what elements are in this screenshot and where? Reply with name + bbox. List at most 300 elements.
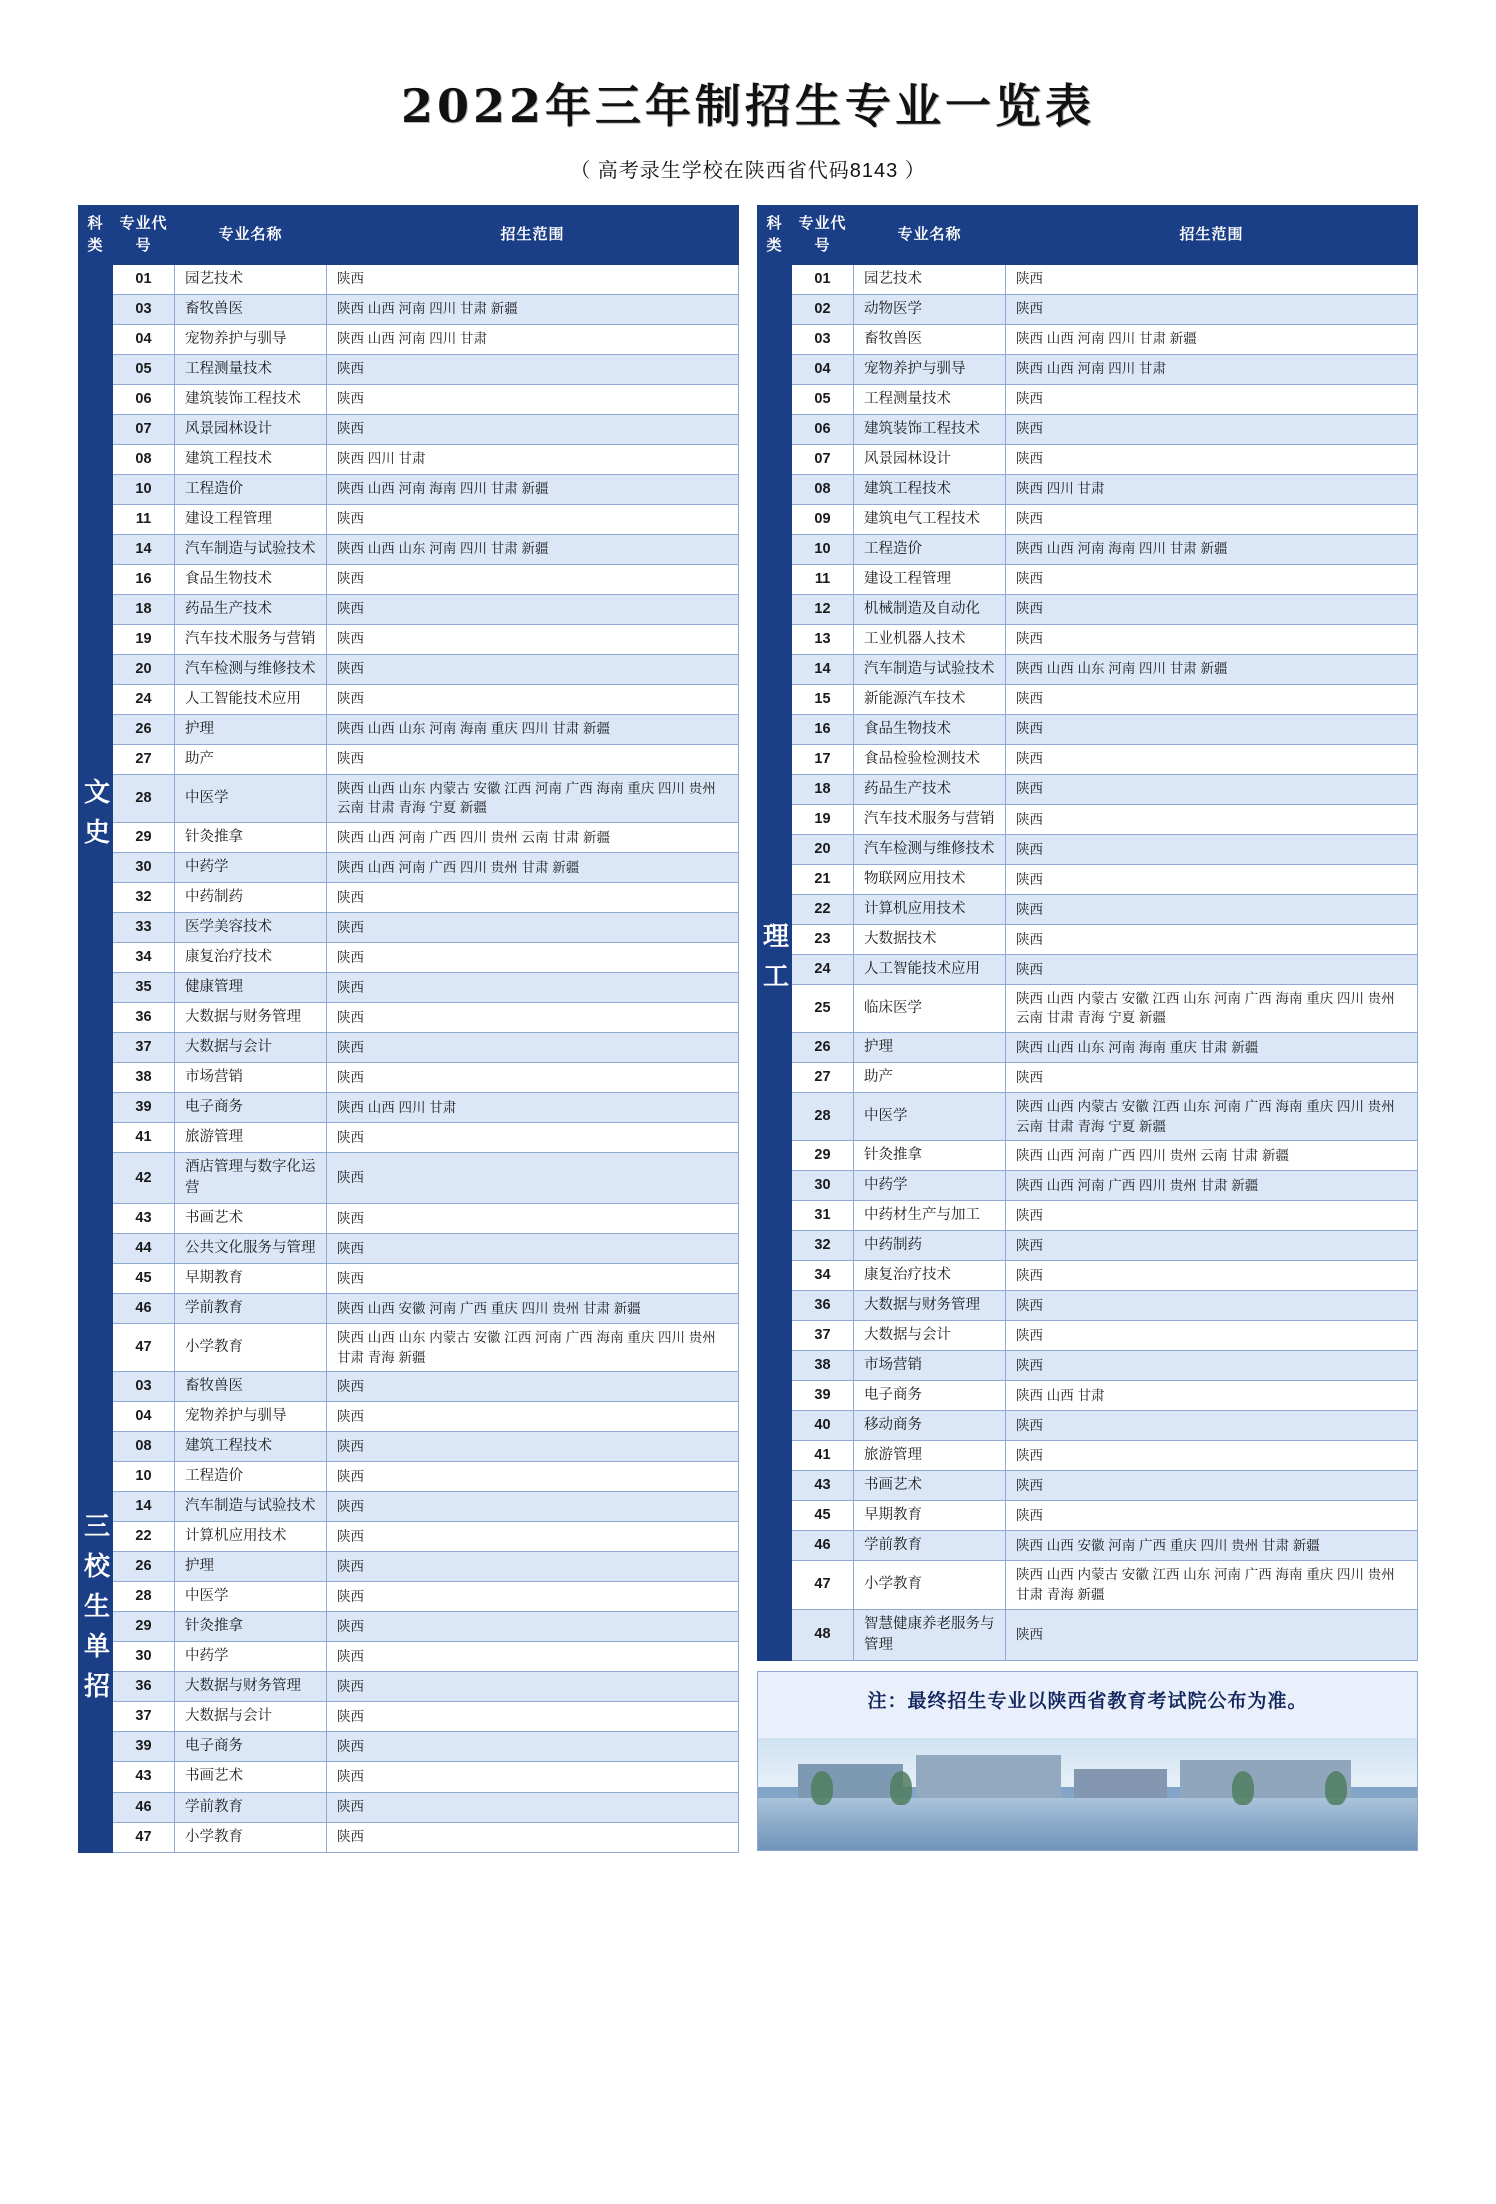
major-name: 计算机应用技术 (175, 1522, 327, 1552)
major-code: 24 (792, 954, 854, 984)
enrollment-range: 陕西 山西 河南 广西 四川 贵州 云南 甘肃 新疆 (327, 822, 739, 852)
table-row (79, 1432, 739, 1462)
major-name: 健康管理 (175, 972, 327, 1002)
enrollment-range: 陕西 (327, 1672, 739, 1702)
major-name: 大数据与会计 (854, 1321, 1006, 1351)
major-code: 20 (792, 834, 854, 864)
major-code: 20 (113, 654, 175, 684)
table-row (79, 414, 739, 444)
enrollment-range: 陕西 (1006, 894, 1418, 924)
enrollment-range: 陕西 山西 山东 河南 海南 重庆 四川 甘肃 新疆 (327, 714, 739, 744)
major-code: 04 (113, 1402, 175, 1432)
major-code: 18 (113, 594, 175, 624)
major-code: 13 (792, 624, 854, 654)
major-name: 中药学 (854, 1171, 1006, 1201)
page-subtitle: （ 高考录生学校在陕西省代码8143 ） (570, 160, 926, 182)
major-name: 工程测量技术 (175, 354, 327, 384)
enrollment-range: 陕西 (327, 1204, 739, 1234)
header-name: 专业名称 (175, 206, 327, 265)
major-name: 中医学 (854, 1093, 1006, 1141)
major-code: 29 (792, 1141, 854, 1171)
enrollment-range: 陕西 (327, 564, 739, 594)
major-name: 物联网应用技术 (854, 864, 1006, 894)
major-code: 12 (792, 594, 854, 624)
major-name: 针灸推拿 (175, 1612, 327, 1642)
major-name: 智慧健康养老服务与管理 (854, 1609, 1006, 1660)
table-row (79, 882, 739, 912)
table-row (758, 1063, 1418, 1093)
major-code: 06 (792, 414, 854, 444)
enrollment-range: 陕西 (1006, 1441, 1418, 1471)
major-name: 动物医学 (854, 294, 1006, 324)
table-row (758, 894, 1418, 924)
enrollment-range: 陕西 (1006, 774, 1418, 804)
left-column (78, 205, 739, 1853)
major-name: 护理 (175, 1552, 327, 1582)
table-row (79, 1153, 739, 1204)
table-row (79, 972, 739, 1002)
major-code: 48 (792, 1609, 854, 1660)
major-name: 大数据与财务管理 (854, 1291, 1006, 1321)
major-name: 中药材生产与加工 (854, 1201, 1006, 1231)
enrollment-range: 陕西 (327, 1582, 739, 1612)
major-name: 学前教育 (175, 1294, 327, 1324)
table-row (79, 1002, 739, 1032)
table-row (758, 1351, 1418, 1381)
table-row (758, 414, 1418, 444)
major-code: 28 (792, 1093, 854, 1141)
major-name: 园艺技术 (854, 264, 1006, 294)
major-name: 康复治疗技术 (175, 942, 327, 972)
enrollment-range: 陕西 山西 四川 甘肃 (327, 1093, 739, 1123)
major-name: 大数据与财务管理 (175, 1672, 327, 1702)
right-column (757, 205, 1418, 1851)
enrollment-range: 陕西 (327, 1153, 739, 1204)
table-row (79, 1822, 739, 1852)
table-row (758, 774, 1418, 804)
major-code: 22 (113, 1522, 175, 1552)
right-table (757, 205, 1418, 1661)
major-name: 工程造价 (175, 474, 327, 504)
enrollment-range: 陕西 (1006, 564, 1418, 594)
major-code: 39 (792, 1381, 854, 1411)
major-code: 30 (113, 1642, 175, 1672)
major-name: 药品生产技术 (854, 774, 1006, 804)
table-row (79, 1462, 739, 1492)
category-cell: 理工 (758, 264, 792, 1660)
enrollment-range: 陕西 (1006, 1201, 1418, 1231)
table-row (79, 1204, 739, 1234)
table-row (79, 624, 739, 654)
table-row (758, 384, 1418, 414)
major-code: 09 (792, 504, 854, 534)
major-code: 43 (792, 1471, 854, 1501)
major-code: 08 (113, 444, 175, 474)
enrollment-range: 陕西 (1006, 1351, 1418, 1381)
enrollment-range: 陕西 (327, 1234, 739, 1264)
enrollment-range: 陕西 (1006, 1063, 1418, 1093)
header-range: 招生范围 (327, 206, 739, 265)
table-row (758, 1561, 1418, 1609)
major-code: 22 (792, 894, 854, 924)
enrollment-range: 陕西 山西 内蒙古 安徽 江西 山东 河南 广西 海南 重庆 四川 贵州 甘肃 青海 新疆 (1006, 1561, 1418, 1609)
enrollment-range: 陕西 (1006, 504, 1418, 534)
major-code: 38 (792, 1351, 854, 1381)
table-row (79, 942, 739, 972)
major-name: 食品检验检测技术 (854, 744, 1006, 774)
campus-photo (758, 1738, 1417, 1850)
major-code: 37 (113, 1033, 175, 1063)
table-row (758, 834, 1418, 864)
major-code: 14 (113, 1492, 175, 1522)
table-row (758, 1381, 1418, 1411)
major-name: 医学美容技术 (175, 912, 327, 942)
major-code: 36 (113, 1672, 175, 1702)
enrollment-range: 陕西 (327, 1123, 739, 1153)
enrollment-range: 陕西 四川 甘肃 (1006, 474, 1418, 504)
enrollment-range: 陕西 山西 河南 海南 四川 甘肃 新疆 (1006, 534, 1418, 564)
enrollment-range: 陕西 (327, 1264, 739, 1294)
major-code: 45 (792, 1501, 854, 1531)
table-row (758, 354, 1418, 384)
major-code: 36 (113, 1002, 175, 1032)
table-row (758, 654, 1418, 684)
table-row (79, 1522, 739, 1552)
major-name: 汽车技术服务与营销 (175, 624, 327, 654)
enrollment-range: 陕西 (327, 1792, 739, 1822)
enrollment-range: 陕西 (1006, 834, 1418, 864)
enrollment-range: 陕西 (327, 624, 739, 654)
major-name: 建筑装饰工程技术 (175, 384, 327, 414)
enrollment-range: 陕西 (327, 1462, 739, 1492)
major-code: 15 (792, 684, 854, 714)
major-code: 01 (792, 264, 854, 294)
table-row (79, 1234, 739, 1264)
major-name: 宠物养护与驯导 (854, 354, 1006, 384)
enrollment-range: 陕西 (327, 1033, 739, 1063)
enrollment-range: 陕西 山西 山东 河南 四川 甘肃 新疆 (1006, 654, 1418, 684)
major-code: 29 (113, 822, 175, 852)
major-code: 26 (792, 1033, 854, 1063)
enrollment-range: 陕西 (1006, 414, 1418, 444)
major-code: 16 (792, 714, 854, 744)
major-code: 30 (792, 1171, 854, 1201)
major-code: 05 (792, 384, 854, 414)
enrollment-range: 陕西 (327, 1063, 739, 1093)
enrollment-range: 陕西 山西 河南 四川 甘肃 (1006, 354, 1418, 384)
table-row (79, 1732, 739, 1762)
major-code: 14 (113, 534, 175, 564)
table-row (79, 912, 739, 942)
major-code: 19 (792, 804, 854, 834)
major-code: 26 (113, 1552, 175, 1582)
major-code: 17 (792, 744, 854, 774)
enrollment-range: 陕西 (327, 684, 739, 714)
enrollment-range: 陕西 (327, 264, 739, 294)
major-name: 市场营销 (854, 1351, 1006, 1381)
major-name: 食品生物技术 (854, 714, 1006, 744)
table-row (79, 564, 739, 594)
enrollment-range: 陕西 (327, 594, 739, 624)
category-cell: 三校生单招 (79, 1372, 113, 1852)
major-code: 07 (113, 414, 175, 444)
enrollment-range: 陕西 (327, 654, 739, 684)
major-name: 小学教育 (175, 1324, 327, 1372)
enrollment-range: 陕西 (1006, 744, 1418, 774)
table-row (758, 744, 1418, 774)
header-code: 专业代号 (792, 206, 854, 265)
header-code: 专业代号 (113, 206, 175, 265)
table-row (758, 1441, 1418, 1471)
major-code: 41 (792, 1441, 854, 1471)
table-row (79, 852, 739, 882)
left-table (78, 205, 739, 1853)
major-name: 建设工程管理 (175, 504, 327, 534)
major-name: 建筑工程技术 (175, 444, 327, 474)
major-code: 47 (792, 1561, 854, 1609)
major-name: 中药制药 (854, 1231, 1006, 1261)
enrollment-range: 陕西 (1006, 684, 1418, 714)
header-name: 专业名称 (854, 206, 1006, 265)
major-name: 建筑电气工程技术 (854, 504, 1006, 534)
table-row (79, 1492, 739, 1522)
enrollment-range: 陕西 山西 河南 四川 甘肃 (327, 324, 739, 354)
major-name: 大数据与会计 (175, 1702, 327, 1732)
major-code: 21 (792, 864, 854, 894)
major-code: 47 (113, 1822, 175, 1852)
table-row (79, 294, 739, 324)
major-name: 电子商务 (175, 1732, 327, 1762)
table-row (758, 1033, 1418, 1063)
major-code: 23 (792, 924, 854, 954)
major-code: 43 (113, 1204, 175, 1234)
major-code: 14 (792, 654, 854, 684)
major-code: 05 (113, 354, 175, 384)
major-code: 10 (792, 534, 854, 564)
enrollment-range: 陕西 (327, 1702, 739, 1732)
major-name: 学前教育 (854, 1531, 1006, 1561)
major-code: 19 (113, 624, 175, 654)
major-code: 18 (792, 774, 854, 804)
enrollment-range: 陕西 (327, 384, 739, 414)
table-row (79, 654, 739, 684)
major-name: 汽车制造与试验技术 (175, 1492, 327, 1522)
major-code: 34 (113, 942, 175, 972)
enrollment-range: 陕西 山西 河南 海南 四川 甘肃 新疆 (327, 474, 739, 504)
major-name: 计算机应用技术 (854, 894, 1006, 924)
table-row (79, 714, 739, 744)
table-row (79, 1762, 739, 1792)
major-name: 人工智能技术应用 (175, 684, 327, 714)
major-name: 助产 (854, 1063, 1006, 1093)
table-row (79, 774, 739, 822)
table-row (758, 1411, 1418, 1441)
major-name: 畜牧兽医 (175, 294, 327, 324)
enrollment-range: 陕西 山西 河南 广西 四川 贵州 云南 甘肃 新疆 (1006, 1141, 1418, 1171)
page-title: 2022年三年制招生专业一览表 (400, 79, 1096, 133)
table-row (79, 1033, 739, 1063)
enrollment-range: 陕西 (1006, 1501, 1418, 1531)
table-row (758, 594, 1418, 624)
major-code: 25 (792, 984, 854, 1032)
enrollment-range: 陕西 山西 内蒙古 安徽 江西 山东 河南 广西 海南 重庆 四川 贵州 云南 甘肃 青海 宁夏 新疆 (1006, 1093, 1418, 1141)
header-range: 招生范围 (1006, 206, 1418, 265)
major-name: 园艺技术 (175, 264, 327, 294)
major-name: 风景园林设计 (175, 414, 327, 444)
table-row (758, 294, 1418, 324)
enrollment-range: 陕西 (327, 1732, 739, 1762)
table-row (758, 1321, 1418, 1351)
enrollment-range: 陕西 山西 河南 广西 四川 贵州 甘肃 新疆 (1006, 1171, 1418, 1201)
enrollment-range: 陕西 (327, 414, 739, 444)
category-cell: 文史 (79, 264, 113, 1372)
header-category: 科类 (79, 206, 113, 265)
enrollment-range: 陕西 (1006, 444, 1418, 474)
table-row (758, 1531, 1418, 1561)
enrollment-range: 陕西 四川 甘肃 (327, 444, 739, 474)
major-code: 43 (113, 1762, 175, 1792)
enrollment-range: 陕西 (327, 1372, 739, 1402)
enrollment-range: 陕西 (1006, 594, 1418, 624)
major-name: 畜牧兽医 (854, 324, 1006, 354)
table-row (758, 924, 1418, 954)
major-code: 46 (792, 1531, 854, 1561)
major-code: 08 (113, 1432, 175, 1462)
enrollment-range: 陕西 (1006, 1321, 1418, 1351)
table-row (758, 474, 1418, 504)
table-row (79, 444, 739, 474)
enrollment-range: 陕西 (327, 504, 739, 534)
major-name: 电子商务 (175, 1093, 327, 1123)
major-name: 中医学 (175, 1582, 327, 1612)
table-row (758, 1471, 1418, 1501)
major-name: 风景园林设计 (854, 444, 1006, 474)
major-code: 41 (113, 1123, 175, 1153)
table-row (758, 714, 1418, 744)
major-code: 27 (792, 1063, 854, 1093)
enrollment-range: 陕西 山西 安徽 河南 广西 重庆 四川 贵州 甘肃 新疆 (327, 1294, 739, 1324)
major-name: 助产 (175, 744, 327, 774)
major-code: 33 (113, 912, 175, 942)
major-code: 28 (113, 774, 175, 822)
major-name: 电子商务 (854, 1381, 1006, 1411)
major-code: 44 (113, 1234, 175, 1264)
major-name: 临床医学 (854, 984, 1006, 1032)
major-name: 建筑装饰工程技术 (854, 414, 1006, 444)
table-row (79, 1612, 739, 1642)
table-row (79, 1123, 739, 1153)
table-row (758, 1609, 1418, 1660)
enrollment-range: 陕西 (327, 1522, 739, 1552)
major-code: 07 (792, 444, 854, 474)
major-code: 02 (792, 294, 854, 324)
enrollment-range: 陕西 (1006, 804, 1418, 834)
table-row (79, 354, 739, 384)
table-row (79, 1063, 739, 1093)
major-name: 中药学 (175, 1642, 327, 1672)
table-row (79, 744, 739, 774)
table-row (758, 1261, 1418, 1291)
table-row (758, 954, 1418, 984)
table-row (79, 822, 739, 852)
major-code: 32 (113, 882, 175, 912)
table-row (79, 1372, 739, 1402)
enrollment-range: 陕西 (1006, 864, 1418, 894)
major-name: 建筑工程技术 (175, 1432, 327, 1462)
major-name: 畜牧兽医 (175, 1372, 327, 1402)
major-name: 学前教育 (175, 1792, 327, 1822)
major-name: 药品生产技术 (175, 594, 327, 624)
table-row (79, 684, 739, 714)
table-row (758, 684, 1418, 714)
major-name: 护理 (854, 1033, 1006, 1063)
major-name: 汽车检测与维修技术 (854, 834, 1006, 864)
enrollment-range: 陕西 (1006, 1411, 1418, 1441)
table-row (758, 504, 1418, 534)
major-code: 30 (113, 852, 175, 882)
major-name: 早期教育 (175, 1264, 327, 1294)
major-name: 汽车检测与维修技术 (175, 654, 327, 684)
major-code: 03 (792, 324, 854, 354)
major-code: 40 (792, 1411, 854, 1441)
table-row (79, 324, 739, 354)
table-row (79, 474, 739, 504)
table-row (79, 1792, 739, 1822)
major-code: 26 (113, 714, 175, 744)
table-row (79, 1642, 739, 1672)
major-name: 大数据与财务管理 (175, 1002, 327, 1032)
major-code: 28 (113, 1582, 175, 1612)
major-name: 机械制造及自动化 (854, 594, 1006, 624)
enrollment-range: 陕西 (327, 1492, 739, 1522)
major-name: 人工智能技术应用 (854, 954, 1006, 984)
enrollment-range: 陕西 (1006, 384, 1418, 414)
table-row (758, 1093, 1418, 1141)
table-row (79, 1093, 739, 1123)
major-code: 24 (113, 684, 175, 714)
table-row (79, 1402, 739, 1432)
major-name: 工程造价 (175, 1462, 327, 1492)
enrollment-range: 陕西 (327, 912, 739, 942)
enrollment-range: 陕西 (327, 1432, 739, 1462)
major-code: 04 (792, 354, 854, 384)
major-code: 36 (792, 1291, 854, 1321)
table-header-row (758, 206, 1418, 265)
table-row (758, 564, 1418, 594)
major-name: 移动商务 (854, 1411, 1006, 1441)
enrollment-range: 陕西 (1006, 714, 1418, 744)
enrollment-range: 陕西 (1006, 264, 1418, 294)
major-name: 工程造价 (854, 534, 1006, 564)
enrollment-range: 陕西 山西 河南 广西 四川 贵州 甘肃 新疆 (327, 852, 739, 882)
enrollment-range: 陕西 山西 山东 河南 海南 重庆 甘肃 新疆 (1006, 1033, 1418, 1063)
enrollment-range: 陕西 山西 山东 河南 四川 甘肃 新疆 (327, 534, 739, 564)
table-row (758, 1141, 1418, 1171)
major-name: 建筑工程技术 (854, 474, 1006, 504)
enrollment-range: 陕西 山西 河南 四川 甘肃 新疆 (327, 294, 739, 324)
major-name: 宠物养护与驯导 (175, 1402, 327, 1432)
major-code: 01 (113, 264, 175, 294)
major-code: 38 (113, 1063, 175, 1093)
table-row (758, 984, 1418, 1032)
table-row (79, 1702, 739, 1732)
enrollment-range: 陕西 (1006, 924, 1418, 954)
major-name: 针灸推拿 (854, 1141, 1006, 1171)
major-code: 37 (792, 1321, 854, 1351)
enrollment-range: 陕西 (1006, 1231, 1418, 1261)
enrollment-range: 陕西 山西 安徽 河南 广西 重庆 四川 贵州 甘肃 新疆 (1006, 1531, 1418, 1561)
major-name: 旅游管理 (175, 1123, 327, 1153)
